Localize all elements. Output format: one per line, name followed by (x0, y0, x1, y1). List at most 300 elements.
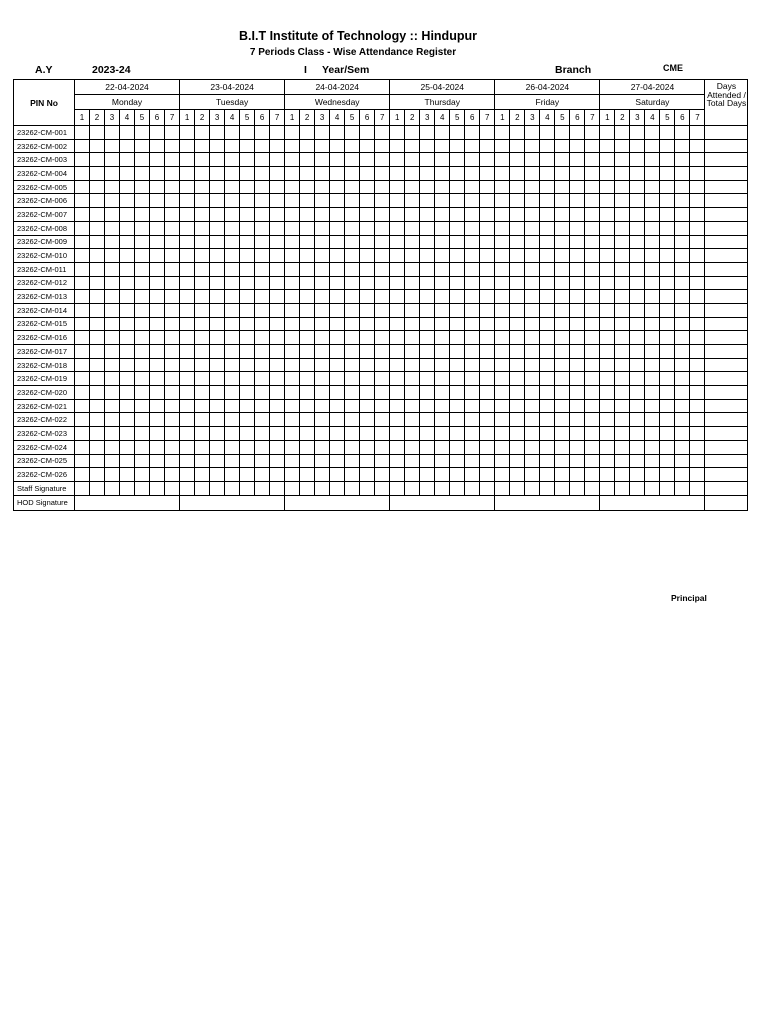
attendance-cell[interactable] (390, 454, 405, 468)
attendance-cell[interactable] (480, 208, 495, 222)
attendance-cell[interactable] (300, 139, 315, 153)
attendance-cell[interactable] (285, 427, 300, 441)
attendance-cell[interactable] (345, 317, 360, 331)
attendance-cell[interactable] (480, 290, 495, 304)
attendance-cell[interactable] (90, 249, 105, 263)
attendance-cell[interactable] (480, 126, 495, 140)
attendance-cell[interactable] (300, 440, 315, 454)
attendance-cell[interactable] (360, 386, 375, 400)
attendance-cell[interactable] (180, 468, 195, 482)
attendance-cell[interactable] (435, 468, 450, 482)
attendance-cell[interactable] (375, 208, 390, 222)
attendance-cell[interactable] (435, 221, 450, 235)
hod-signature-cell[interactable] (495, 495, 600, 510)
staff-signature-cell[interactable] (375, 481, 390, 495)
attendance-cell[interactable] (300, 372, 315, 386)
attendance-cell[interactable] (570, 235, 585, 249)
staff-signature-cell[interactable] (195, 481, 210, 495)
attendance-cell[interactable] (210, 454, 225, 468)
attendance-cell[interactable] (135, 249, 150, 263)
attendance-cell[interactable] (660, 208, 675, 222)
attendance-cell[interactable] (570, 440, 585, 454)
attendance-cell[interactable] (660, 386, 675, 400)
attendance-cell[interactable] (90, 167, 105, 181)
attendance-cell[interactable] (600, 468, 615, 482)
attendance-cell[interactable] (75, 180, 90, 194)
attendance-cell[interactable] (300, 262, 315, 276)
attendance-cell[interactable] (540, 413, 555, 427)
attendance-cell[interactable] (525, 126, 540, 140)
attendance-cell[interactable] (150, 262, 165, 276)
staff-signature-cell[interactable] (570, 481, 585, 495)
attendance-cell[interactable] (570, 221, 585, 235)
attendance-cell[interactable] (285, 221, 300, 235)
attendance-cell[interactable] (570, 345, 585, 359)
attendance-cell[interactable] (150, 399, 165, 413)
attendance-cell[interactable] (210, 180, 225, 194)
attendance-cell[interactable] (660, 221, 675, 235)
attendance-cell[interactable] (150, 126, 165, 140)
attendance-cell[interactable] (465, 358, 480, 372)
attendance-cell[interactable] (135, 317, 150, 331)
attendance-cell[interactable] (570, 331, 585, 345)
attendance-cell[interactable] (675, 372, 690, 386)
attendance-cell[interactable] (135, 276, 150, 290)
attendance-cell[interactable] (480, 317, 495, 331)
attendance-cell[interactable] (390, 386, 405, 400)
attendance-cell[interactable] (600, 345, 615, 359)
attendance-cell[interactable] (420, 454, 435, 468)
attendance-cell[interactable] (510, 413, 525, 427)
attendance-cell[interactable] (585, 440, 600, 454)
attendance-cell[interactable] (375, 180, 390, 194)
attendance-cell[interactable] (570, 454, 585, 468)
attendance-cell[interactable] (450, 386, 465, 400)
attendance-cell[interactable] (510, 372, 525, 386)
attendance-cell[interactable] (210, 317, 225, 331)
attendance-cell[interactable] (330, 468, 345, 482)
attendance-cell[interactable] (585, 358, 600, 372)
attendance-cell[interactable] (105, 208, 120, 222)
attendance-cell[interactable] (345, 167, 360, 181)
attendance-cell[interactable] (255, 180, 270, 194)
attendance-cell[interactable] (180, 372, 195, 386)
attendance-cell[interactable] (105, 194, 120, 208)
attendance-cell[interactable] (405, 303, 420, 317)
attendance-cell[interactable] (285, 399, 300, 413)
attendance-cell[interactable] (75, 427, 90, 441)
attendance-cell[interactable] (75, 303, 90, 317)
attendance-cell[interactable] (405, 440, 420, 454)
attendance-cell[interactable] (180, 399, 195, 413)
attendance-cell[interactable] (690, 208, 705, 222)
attendance-cell[interactable] (210, 372, 225, 386)
attendance-cell[interactable] (390, 276, 405, 290)
attendance-cell[interactable] (495, 427, 510, 441)
attendance-cell[interactable] (105, 126, 120, 140)
attendance-cell[interactable] (495, 153, 510, 167)
attendance-cell[interactable] (75, 386, 90, 400)
attendance-cell[interactable] (675, 262, 690, 276)
attendance-cell[interactable] (150, 139, 165, 153)
attendance-cell[interactable] (270, 303, 285, 317)
attendance-cell[interactable] (510, 440, 525, 454)
attendance-cell[interactable] (600, 386, 615, 400)
attendance-cell[interactable] (210, 290, 225, 304)
attendance-cell[interactable] (615, 167, 630, 181)
attendance-cell[interactable] (450, 139, 465, 153)
attendance-cell[interactable] (645, 303, 660, 317)
attendance-cell[interactable] (195, 194, 210, 208)
attendance-cell[interactable] (165, 167, 180, 181)
attendance-cell[interactable] (510, 194, 525, 208)
attendance-cell[interactable] (480, 194, 495, 208)
attendance-cell[interactable] (375, 317, 390, 331)
attendance-cell[interactable] (120, 139, 135, 153)
attendance-cell[interactable] (390, 153, 405, 167)
attendance-cell[interactable] (540, 372, 555, 386)
attendance-cell[interactable] (330, 399, 345, 413)
attendance-cell[interactable] (480, 372, 495, 386)
attendance-cell[interactable] (660, 167, 675, 181)
attendance-cell[interactable] (255, 427, 270, 441)
attendance-cell[interactable] (690, 413, 705, 427)
attendance-cell[interactable] (180, 345, 195, 359)
attendance-cell[interactable] (315, 358, 330, 372)
attendance-cell[interactable] (345, 290, 360, 304)
attendance-cell[interactable] (135, 345, 150, 359)
attendance-cell[interactable] (330, 139, 345, 153)
attendance-cell[interactable] (105, 331, 120, 345)
attendance-cell[interactable] (375, 167, 390, 181)
attendance-cell[interactable] (150, 221, 165, 235)
attendance-cell[interactable] (510, 139, 525, 153)
attendance-cell[interactable] (660, 399, 675, 413)
attendance-cell[interactable] (135, 303, 150, 317)
hod-signature-total-cell[interactable] (705, 495, 748, 510)
attendance-cell[interactable] (675, 386, 690, 400)
attendance-cell[interactable] (555, 208, 570, 222)
attendance-cell[interactable] (660, 194, 675, 208)
attendance-cell[interactable] (510, 317, 525, 331)
attendance-cell[interactable] (465, 194, 480, 208)
attendance-cell[interactable] (390, 290, 405, 304)
attendance-cell[interactable] (315, 372, 330, 386)
attendance-cell[interactable] (330, 167, 345, 181)
attendance-cell[interactable] (465, 221, 480, 235)
attendance-cell[interactable] (195, 139, 210, 153)
attendance-cell[interactable] (180, 386, 195, 400)
attendance-cell[interactable] (615, 235, 630, 249)
attendance-cell[interactable] (105, 235, 120, 249)
attendance-cell[interactable] (225, 468, 240, 482)
attendance-cell[interactable] (345, 427, 360, 441)
staff-signature-cell[interactable] (165, 481, 180, 495)
attendance-cell[interactable] (390, 358, 405, 372)
attendance-cell[interactable] (90, 194, 105, 208)
attendance-cell[interactable] (570, 303, 585, 317)
staff-signature-cell[interactable] (510, 481, 525, 495)
attendance-cell[interactable] (420, 440, 435, 454)
attendance-cell[interactable] (630, 358, 645, 372)
attendance-cell[interactable] (345, 208, 360, 222)
attendance-cell[interactable] (600, 317, 615, 331)
attendance-cell[interactable] (375, 345, 390, 359)
attendance-cell[interactable] (165, 399, 180, 413)
attendance-cell[interactable] (510, 126, 525, 140)
attendance-cell[interactable] (525, 331, 540, 345)
attendance-cell[interactable] (105, 468, 120, 482)
attendance-cell[interactable] (255, 290, 270, 304)
attendance-cell[interactable] (75, 126, 90, 140)
attendance-cell[interactable] (525, 317, 540, 331)
attendance-cell[interactable] (615, 372, 630, 386)
attendance-cell[interactable] (345, 386, 360, 400)
attendance-cell[interactable] (555, 153, 570, 167)
attendance-cell[interactable] (405, 290, 420, 304)
attendance-cell[interactable] (105, 317, 120, 331)
attendance-cell[interactable] (675, 180, 690, 194)
attendance-cell[interactable] (465, 372, 480, 386)
attendance-cell[interactable] (465, 153, 480, 167)
attendance-cell[interactable] (615, 180, 630, 194)
attendance-cell[interactable] (615, 331, 630, 345)
attendance-cell[interactable] (135, 139, 150, 153)
attendance-cell[interactable] (75, 290, 90, 304)
attendance-cell[interactable] (465, 249, 480, 263)
attendance-cell[interactable] (135, 153, 150, 167)
attendance-cell[interactable] (285, 331, 300, 345)
attendance-cell[interactable] (330, 276, 345, 290)
attendance-cell[interactable] (585, 303, 600, 317)
attendance-cell[interactable] (405, 194, 420, 208)
attendance-cell[interactable] (225, 167, 240, 181)
attendance-cell[interactable] (315, 208, 330, 222)
attendance-cell[interactable] (360, 468, 375, 482)
attendance-cell[interactable] (510, 468, 525, 482)
attendance-cell[interactable] (615, 399, 630, 413)
attendance-cell[interactable] (600, 276, 615, 290)
attendance-cell[interactable] (210, 235, 225, 249)
attendance-cell[interactable] (525, 262, 540, 276)
attendance-cell[interactable] (420, 468, 435, 482)
attendance-cell[interactable] (660, 413, 675, 427)
attendance-cell[interactable] (330, 303, 345, 317)
attendance-cell[interactable] (645, 372, 660, 386)
days-attended-cell[interactable] (705, 194, 748, 208)
attendance-cell[interactable] (435, 167, 450, 181)
attendance-cell[interactable] (255, 167, 270, 181)
attendance-cell[interactable] (210, 139, 225, 153)
attendance-cell[interactable] (660, 317, 675, 331)
attendance-cell[interactable] (405, 427, 420, 441)
attendance-cell[interactable] (630, 331, 645, 345)
attendance-cell[interactable] (660, 358, 675, 372)
attendance-cell[interactable] (480, 454, 495, 468)
attendance-cell[interactable] (120, 276, 135, 290)
attendance-cell[interactable] (660, 345, 675, 359)
attendance-cell[interactable] (255, 221, 270, 235)
attendance-cell[interactable] (300, 358, 315, 372)
staff-signature-cell[interactable] (285, 481, 300, 495)
attendance-cell[interactable] (360, 454, 375, 468)
attendance-cell[interactable] (465, 208, 480, 222)
attendance-cell[interactable] (270, 454, 285, 468)
attendance-cell[interactable] (585, 317, 600, 331)
attendance-cell[interactable] (300, 317, 315, 331)
attendance-cell[interactable] (645, 331, 660, 345)
attendance-cell[interactable] (480, 153, 495, 167)
attendance-cell[interactable] (600, 427, 615, 441)
days-attended-cell[interactable] (705, 345, 748, 359)
attendance-cell[interactable] (525, 221, 540, 235)
attendance-cell[interactable] (465, 303, 480, 317)
attendance-cell[interactable] (180, 180, 195, 194)
attendance-cell[interactable] (375, 290, 390, 304)
attendance-cell[interactable] (495, 180, 510, 194)
attendance-cell[interactable] (645, 290, 660, 304)
attendance-cell[interactable] (465, 440, 480, 454)
attendance-cell[interactable] (465, 139, 480, 153)
attendance-cell[interactable] (330, 440, 345, 454)
attendance-cell[interactable] (90, 262, 105, 276)
attendance-cell[interactable] (585, 413, 600, 427)
attendance-cell[interactable] (600, 440, 615, 454)
attendance-cell[interactable] (450, 290, 465, 304)
attendance-cell[interactable] (195, 317, 210, 331)
staff-signature-cell[interactable] (435, 481, 450, 495)
attendance-cell[interactable] (555, 345, 570, 359)
attendance-cell[interactable] (420, 262, 435, 276)
attendance-cell[interactable] (180, 194, 195, 208)
attendance-cell[interactable] (390, 468, 405, 482)
attendance-cell[interactable] (180, 454, 195, 468)
attendance-cell[interactable] (450, 235, 465, 249)
attendance-cell[interactable] (90, 290, 105, 304)
attendance-cell[interactable] (585, 126, 600, 140)
attendance-cell[interactable] (585, 331, 600, 345)
attendance-cell[interactable] (525, 249, 540, 263)
attendance-cell[interactable] (555, 468, 570, 482)
attendance-cell[interactable] (105, 290, 120, 304)
attendance-cell[interactable] (555, 427, 570, 441)
attendance-cell[interactable] (120, 249, 135, 263)
attendance-cell[interactable] (375, 194, 390, 208)
attendance-cell[interactable] (120, 399, 135, 413)
attendance-cell[interactable] (390, 139, 405, 153)
attendance-cell[interactable] (225, 126, 240, 140)
attendance-cell[interactable] (600, 180, 615, 194)
attendance-cell[interactable] (435, 276, 450, 290)
attendance-cell[interactable] (120, 358, 135, 372)
attendance-cell[interactable] (615, 194, 630, 208)
attendance-cell[interactable] (285, 468, 300, 482)
staff-signature-cell[interactable] (645, 481, 660, 495)
attendance-cell[interactable] (180, 139, 195, 153)
attendance-cell[interactable] (525, 372, 540, 386)
attendance-cell[interactable] (675, 440, 690, 454)
attendance-cell[interactable] (405, 262, 420, 276)
attendance-cell[interactable] (420, 126, 435, 140)
attendance-cell[interactable] (435, 331, 450, 345)
staff-signature-cell[interactable] (480, 481, 495, 495)
attendance-cell[interactable] (555, 126, 570, 140)
attendance-cell[interactable] (600, 221, 615, 235)
attendance-cell[interactable] (285, 440, 300, 454)
attendance-cell[interactable] (435, 153, 450, 167)
attendance-cell[interactable] (210, 167, 225, 181)
attendance-cell[interactable] (630, 180, 645, 194)
attendance-cell[interactable] (465, 454, 480, 468)
attendance-cell[interactable] (390, 427, 405, 441)
attendance-cell[interactable] (180, 167, 195, 181)
attendance-cell[interactable] (240, 290, 255, 304)
attendance-cell[interactable] (495, 399, 510, 413)
attendance-cell[interactable] (615, 276, 630, 290)
attendance-cell[interactable] (645, 221, 660, 235)
attendance-cell[interactable] (525, 427, 540, 441)
attendance-cell[interactable] (90, 221, 105, 235)
attendance-cell[interactable] (390, 317, 405, 331)
attendance-cell[interactable] (555, 194, 570, 208)
attendance-cell[interactable] (360, 139, 375, 153)
attendance-cell[interactable] (630, 468, 645, 482)
attendance-cell[interactable] (75, 358, 90, 372)
attendance-cell[interactable] (690, 153, 705, 167)
attendance-cell[interactable] (315, 413, 330, 427)
attendance-cell[interactable] (540, 468, 555, 482)
attendance-cell[interactable] (300, 167, 315, 181)
attendance-cell[interactable] (255, 331, 270, 345)
attendance-cell[interactable] (330, 249, 345, 263)
attendance-cell[interactable] (135, 358, 150, 372)
attendance-cell[interactable] (450, 372, 465, 386)
attendance-cell[interactable] (90, 358, 105, 372)
attendance-cell[interactable] (180, 317, 195, 331)
attendance-cell[interactable] (615, 358, 630, 372)
attendance-cell[interactable] (690, 468, 705, 482)
attendance-cell[interactable] (240, 167, 255, 181)
attendance-cell[interactable] (225, 372, 240, 386)
attendance-cell[interactable] (105, 345, 120, 359)
attendance-cell[interactable] (465, 399, 480, 413)
attendance-cell[interactable] (630, 386, 645, 400)
days-attended-cell[interactable] (705, 180, 748, 194)
attendance-cell[interactable] (180, 290, 195, 304)
attendance-cell[interactable] (270, 290, 285, 304)
attendance-cell[interactable] (480, 386, 495, 400)
attendance-cell[interactable] (135, 194, 150, 208)
attendance-cell[interactable] (465, 468, 480, 482)
attendance-cell[interactable] (90, 126, 105, 140)
attendance-cell[interactable] (615, 249, 630, 263)
attendance-cell[interactable] (270, 221, 285, 235)
attendance-cell[interactable] (270, 386, 285, 400)
staff-signature-cell[interactable] (540, 481, 555, 495)
staff-signature-cell[interactable] (120, 481, 135, 495)
attendance-cell[interactable] (360, 262, 375, 276)
attendance-cell[interactable] (150, 235, 165, 249)
attendance-cell[interactable] (450, 262, 465, 276)
attendance-cell[interactable] (75, 153, 90, 167)
attendance-cell[interactable] (615, 208, 630, 222)
attendance-cell[interactable] (165, 454, 180, 468)
attendance-cell[interactable] (180, 126, 195, 140)
attendance-cell[interactable] (660, 290, 675, 304)
attendance-cell[interactable] (255, 468, 270, 482)
attendance-cell[interactable] (420, 139, 435, 153)
attendance-cell[interactable] (675, 399, 690, 413)
